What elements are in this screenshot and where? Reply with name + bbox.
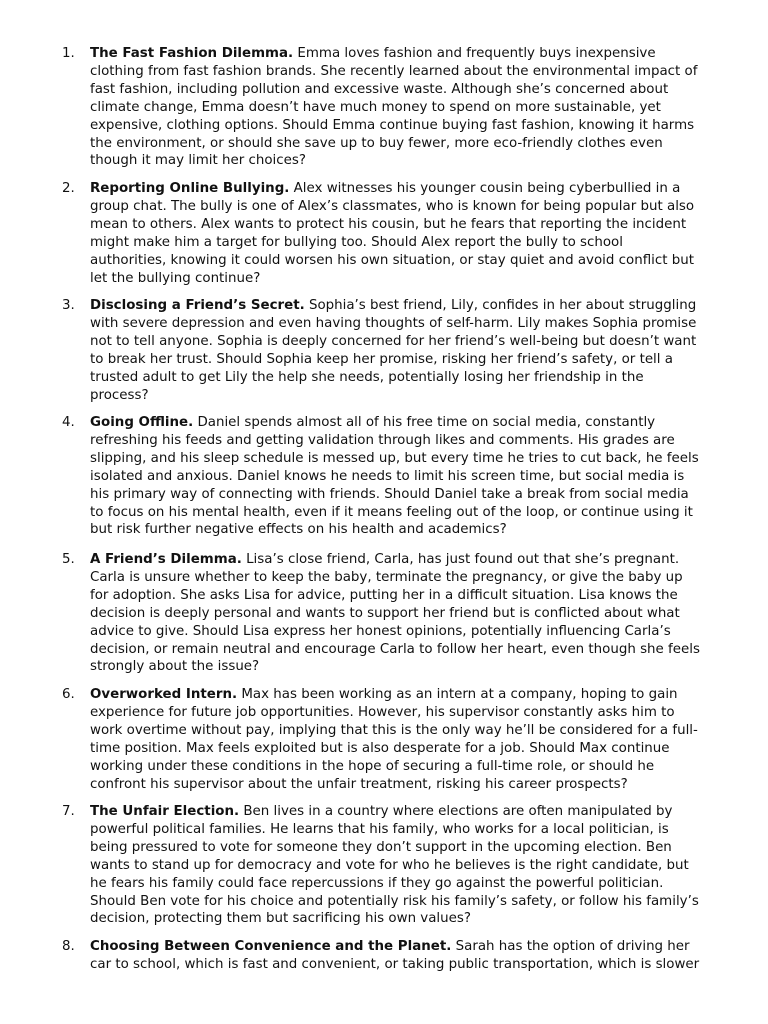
item-text-line: confront his supervisor about the unfair treatment, risking his career prospects? <box>90 776 628 792</box>
item-text-line: working under these conditions in the hope of securing a full-time role, or should he <box>90 758 655 774</box>
list-item <box>62 45 722 170</box>
item-body <box>90 45 722 170</box>
item-text: Lisa’s close friend, Carla, has just found out that she’s pregnant. <box>241 552 680 567</box>
item-text-line: strongly about the issue? <box>90 659 260 675</box>
list-item <box>62 938 722 974</box>
item-text-line: expensive, clothing options. Should Emma continue buying fast fashion, knowing it harms <box>90 117 695 133</box>
item-text-line: experience for future job opportunities. However, his supervisor constantly asks him to <box>90 704 675 720</box>
item-body <box>90 297 722 404</box>
item-text: Sophia’s best friend, Lily, confides in her about struggling <box>304 298 697 313</box>
item-title: Reporting Online Bullying. <box>90 181 290 196</box>
list-item <box>62 551 722 676</box>
item-text: Emma loves fashion and frequently buys inexpensive <box>293 46 656 61</box>
item-title: Going Offline. <box>90 415 194 430</box>
item-title: The Fast Fashion Dilemma. <box>90 46 294 61</box>
item-number: 6. <box>62 687 75 702</box>
item-text-line: let the bullying continue? <box>90 270 261 286</box>
item-title: Choosing Between Convenience and the Planet. <box>90 939 452 954</box>
item-text-line: refreshing his feeds and getting validation through likes and comments. His grades are <box>90 432 675 448</box>
item-text-line: powerful political families. He learns that his family, who works for a local politician, is <box>90 821 669 837</box>
item-title: Overworked Intern. <box>90 687 238 702</box>
item-number: 7. <box>62 804 75 819</box>
item-number: 5. <box>62 552 75 567</box>
item-text: Alex witnesses his younger cousin being cyberbullied in a <box>289 181 681 196</box>
item-text-line: he fears his family could face repercussions if they go against the powerful politician. <box>90 875 664 891</box>
list-item <box>62 414 722 539</box>
item-text-line: process? <box>90 387 149 403</box>
item-body <box>90 686 722 793</box>
item-text: Ben lives in a country where elections are often manipulated by <box>239 804 673 819</box>
item-text-line: trusted adult to get Lily the help she needs, potentially losing her friendship in the <box>90 369 644 385</box>
item-text-line: decision is deeply personal and wants to support her friend but is conflicted about what <box>90 605 680 621</box>
item-text-line: time position. Max feels exploited but is also desperate for a job. Should Max continue <box>90 740 670 756</box>
item-text-line: decision, protecting them but sacrificing his own values? <box>90 911 471 927</box>
item-text-line: fast fashion, including pollution and excessive waste. Although she’s concerned about <box>90 81 669 97</box>
item-text-line: car to school, which is fast and convenient, or taking public transportation, which is slower <box>90 956 700 972</box>
item-text-line: authorities, knowing it could worsen his own situation, or stay quiet and avoid conflict but <box>90 252 694 268</box>
item-text-line: clothing from fast fashion brands. She recently learned about the environmental impact of <box>90 63 698 79</box>
item-text-line: to focus on his mental health, even if it means feeling out of the loop, or continue using it <box>90 504 693 520</box>
list-item <box>62 297 722 404</box>
item-text-line: being pressured to vote for someone they don’t support in the upcoming election. Ben <box>90 839 672 855</box>
item-number: 3. <box>62 298 75 313</box>
item-text-line: with severe depression and even having thoughts of self-harm. Lily makes Sophia promise <box>90 315 697 331</box>
item-text-line: advice to give. Should Lisa express her honest opinions, potentially influencing Carla’s <box>90 623 671 639</box>
item-text-line: the environment, or should she save up to buy fewer, more eco-friendly clothes even <box>90 135 663 151</box>
item-text-line: might make him a target for bullying too. Should Alex report the bully to school <box>90 234 623 250</box>
item-text-line: his primary way of connecting with friends. Should Daniel take a break from social media <box>90 486 689 502</box>
item-text-line: mean to others. Alex wants to protect his cousin, but he fears that reporting the incident <box>90 216 687 232</box>
item-number: 2. <box>62 181 75 196</box>
item-text-line: decision, or remain neutral and encourage Carla to follow her heart, even though she feels <box>90 641 700 657</box>
list-item <box>62 803 722 928</box>
item-text-line: but risk further negative effects on his health and academics? <box>90 522 507 538</box>
item-text-line: work overtime without pay, implying that this is the only way he’ll be considered for a full- <box>90 722 698 738</box>
item-body <box>90 180 722 287</box>
item-title: Disclosing a Friend’s Secret. <box>90 298 305 313</box>
list-item <box>62 180 722 287</box>
item-text: Max has been working as an intern at a company, hoping to gain <box>237 687 678 702</box>
item-number: 4. <box>62 415 75 430</box>
item-body <box>90 551 722 676</box>
item-number: 8. <box>62 939 75 954</box>
item-text: Sarah has the option of driving her <box>451 939 690 954</box>
item-title: The Unfair Election. <box>90 804 240 819</box>
item-text-line: isolated and anxious. Daniel knows he needs to limit his screen time, but social media is <box>90 468 685 484</box>
item-text-line: climate change, Emma doesn’t have much money to spend on more sustainable, yet <box>90 99 661 115</box>
item-title: A Friend’s Dilemma. <box>90 552 242 567</box>
list-item <box>62 686 722 793</box>
item-body <box>90 938 722 974</box>
item-text-line: to break her trust. Should Sophia keep her promise, risking her friend’s safety, or tell a <box>90 351 673 367</box>
item-text-line: for adoption. She asks Lisa for advice, putting her in a difficult situation. Lisa knows the <box>90 587 678 603</box>
item-text-line: Should Ben vote for his choice and potentially risk his family’s safety, or follow his family’s <box>90 893 699 909</box>
item-body <box>90 803 722 928</box>
item-text-line: though it may limit her choices? <box>90 153 306 169</box>
item-text-line: not to tell anyone. Sophia is deeply concerned for her friend’s well-being but doesn’t want <box>90 333 697 349</box>
item-text-line: slipping, and his sleep schedule is messed up, but every time he tries to cut back, he feels <box>90 450 699 466</box>
item-number: 1. <box>62 46 75 61</box>
item-text-line: Carla is unsure whether to keep the baby, terminate the pregnancy, or give the baby up <box>90 569 683 585</box>
item-body <box>90 414 722 539</box>
item-text: Daniel spends almost all of his free time on social media, constantly <box>193 415 656 430</box>
item-text-line: group chat. The bully is one of Alex’s classmates, who is known for being popular but also <box>90 198 695 214</box>
item-text-line: wants to stand up for democracy and vote for who he believes is the right candidate, but <box>90 857 689 873</box>
